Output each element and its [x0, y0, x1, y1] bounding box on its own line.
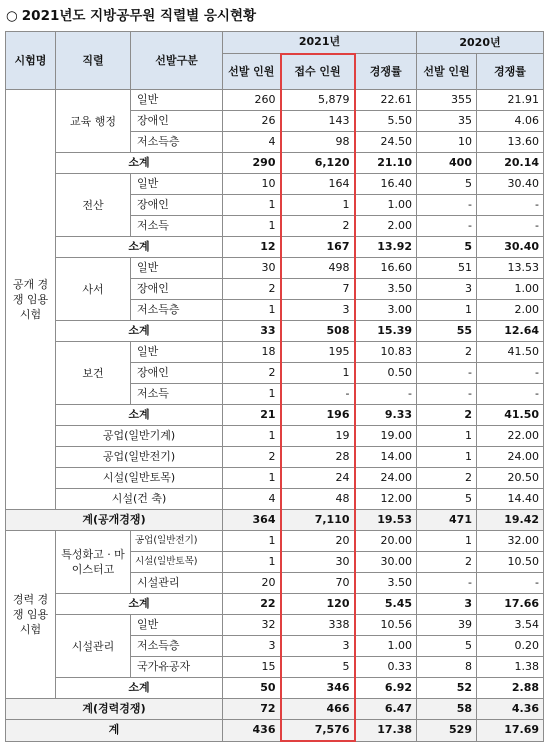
page-title	[6, 6, 256, 26]
subtotal-row	[6, 153, 544, 174]
header-selection: 선발구분	[131, 32, 223, 90]
ratio-2021-cell: 15.39	[355, 321, 417, 342]
selection-label: 일반	[131, 174, 223, 195]
ratio-2020-cell: 2.00	[477, 300, 544, 321]
header-exam: 시험명	[6, 32, 56, 90]
ratio-2020-cell: 10.50	[477, 552, 544, 573]
ratio-2021-cell: 19.53	[355, 510, 417, 531]
selected-2021-cell: 18	[223, 342, 281, 363]
ratio-2020-cell: 19.42	[477, 510, 544, 531]
selected-2021-cell: 21	[223, 405, 281, 426]
applied-2021-cell: 24	[281, 468, 355, 489]
title-text: 2021년도 지방공무원 직렬별 응시현황	[21, 8, 257, 24]
ratio-2021-cell: 10.56	[355, 615, 417, 636]
bullet-circle-icon: ○	[6, 8, 18, 24]
ratio-2020-cell: 21.91	[477, 90, 544, 111]
ratio-2021-cell: 13.92	[355, 237, 417, 258]
ratio-2020-cell: 41.50	[477, 342, 544, 363]
ratio-2021-cell: 22.61	[355, 90, 417, 111]
selected-2020-cell: -	[417, 195, 477, 216]
ratio-2021-cell: 16.40	[355, 174, 417, 195]
series-name-cell: 특성화고 · 마이스터고	[56, 531, 131, 594]
grand-total-row	[6, 720, 544, 742]
single-series-label: 시설(일반토목)	[56, 468, 223, 489]
ratio-2020-cell: 17.69	[477, 720, 544, 742]
applied-2021-cell: 196	[281, 405, 355, 426]
selection-label: 장애인	[131, 111, 223, 132]
ratio-2020-cell: 13.53	[477, 258, 544, 279]
selected-2021-cell: 22	[223, 594, 281, 615]
applied-2021-cell: 466	[281, 699, 355, 720]
selection-label: 일반	[131, 615, 223, 636]
applied-2021-cell: 28	[281, 447, 355, 468]
selected-2021-cell: 50	[223, 678, 281, 699]
applied-2021-cell: 7,110	[281, 510, 355, 531]
applied-2021-cell: 70	[281, 573, 355, 594]
selected-2020-cell: -	[417, 573, 477, 594]
series-name-cell: 보건	[56, 342, 131, 405]
series-name-cell: 전산	[56, 174, 131, 237]
ratio-2020-cell: -	[477, 216, 544, 237]
selection-label: 장애인	[131, 195, 223, 216]
ratio-2021-cell: 3.50	[355, 573, 417, 594]
selected-2021-cell: 12	[223, 237, 281, 258]
ratio-2021-cell: -	[355, 384, 417, 405]
header-row-1	[6, 32, 544, 54]
selected-2021-cell: 364	[223, 510, 281, 531]
ratio-2020-cell: 4.06	[477, 111, 544, 132]
selected-2020-cell: 1	[417, 300, 477, 321]
selected-2020-cell: 1	[417, 426, 477, 447]
ratio-2020-cell: -	[477, 363, 544, 384]
selected-2021-cell: 1	[223, 552, 281, 573]
applied-2021-cell: 346	[281, 678, 355, 699]
ratio-2020-cell: 17.66	[477, 594, 544, 615]
applied-2021-cell: 120	[281, 594, 355, 615]
selected-2020-cell: 2	[417, 552, 477, 573]
selected-2021-cell: 32	[223, 615, 281, 636]
ratio-2021-cell: 19.00	[355, 426, 417, 447]
applied-2021-cell: 1	[281, 363, 355, 384]
selected-2020-cell: 355	[417, 90, 477, 111]
ratio-2020-cell: 30.40	[477, 237, 544, 258]
selected-2020-cell: 8	[417, 657, 477, 678]
selected-2020-cell: 55	[417, 321, 477, 342]
selected-2020-cell: 58	[417, 699, 477, 720]
ratio-2021-cell: 2.00	[355, 216, 417, 237]
selected-2021-cell: 1	[223, 384, 281, 405]
selected-2020-cell: 2	[417, 342, 477, 363]
applied-2021-cell: 30	[281, 552, 355, 573]
selection-label: 시설(일반토목)	[131, 552, 223, 573]
selected-2021-cell: 1	[223, 426, 281, 447]
applied-2021-cell: 20	[281, 531, 355, 552]
ratio-2020-cell: -	[477, 573, 544, 594]
single-series-label: 시설(건 축)	[56, 489, 223, 510]
ratio-2021-cell: 5.50	[355, 111, 417, 132]
ratio-2021-cell: 30.00	[355, 552, 417, 573]
selected-2021-cell: 1	[223, 195, 281, 216]
group-total-label: 계(공개경쟁)	[6, 510, 223, 531]
applied-2021-cell: 7	[281, 279, 355, 300]
table-row	[6, 531, 544, 552]
applied-2021-cell: 508	[281, 321, 355, 342]
exam-name-cell: 공개 경쟁 임용 시험	[6, 90, 56, 510]
selected-2020-cell: 5	[417, 237, 477, 258]
group-total-row	[6, 699, 544, 720]
selection-label: 일반	[131, 258, 223, 279]
applied-2021-cell: 7,576	[281, 720, 355, 742]
applied-2021-cell: 167	[281, 237, 355, 258]
selected-2021-cell: 4	[223, 489, 281, 510]
selected-2021-cell: 1	[223, 468, 281, 489]
selected-2020-cell: 1	[417, 447, 477, 468]
ratio-2021-cell: 12.00	[355, 489, 417, 510]
subtotal-row	[6, 321, 544, 342]
applied-2021-cell: 2	[281, 216, 355, 237]
selected-2021-cell: 15	[223, 657, 281, 678]
subtotal-row	[6, 237, 544, 258]
selected-2021-cell: 26	[223, 111, 281, 132]
selection-label: 시설관리	[131, 573, 223, 594]
exam-name-cell: 경력 경쟁 임용 시험	[6, 531, 56, 699]
selection-label: 장애인	[131, 363, 223, 384]
ratio-2021-cell: 14.00	[355, 447, 417, 468]
header-series: 직렬	[56, 32, 131, 90]
selection-label: 저소득	[131, 216, 223, 237]
ratio-2021-cell: 24.00	[355, 468, 417, 489]
series-name-cell: 사서	[56, 258, 131, 321]
selected-2020-cell: -	[417, 384, 477, 405]
selected-2020-cell: 5	[417, 489, 477, 510]
applied-2021-cell: 498	[281, 258, 355, 279]
applied-2021-cell: 143	[281, 111, 355, 132]
ratio-2020-cell: 14.40	[477, 489, 544, 510]
table-row	[6, 426, 544, 447]
selected-2021-cell: 20	[223, 573, 281, 594]
selected-2021-cell: 436	[223, 720, 281, 742]
ratio-2020-cell: 4.36	[477, 699, 544, 720]
table-row	[6, 174, 544, 195]
header-ratio-2020: 경쟁률	[477, 54, 544, 90]
applied-2021-cell: 98	[281, 132, 355, 153]
applied-2021-cell: 164	[281, 174, 355, 195]
ratio-2021-cell: 6.92	[355, 678, 417, 699]
ratio-2021-cell: 17.38	[355, 720, 417, 742]
ratio-2021-cell: 6.47	[355, 699, 417, 720]
selected-2020-cell: 5	[417, 636, 477, 657]
ratio-2021-cell: 1.00	[355, 636, 417, 657]
single-series-label: 공업(일반기계)	[56, 426, 223, 447]
selection-label: 저소득	[131, 384, 223, 405]
selected-2020-cell: 51	[417, 258, 477, 279]
single-series-label: 공업(일반전기)	[56, 447, 223, 468]
ratio-2021-cell: 3.00	[355, 300, 417, 321]
selected-2021-cell: 72	[223, 699, 281, 720]
applied-2021-cell: 3	[281, 636, 355, 657]
selection-label: 저소득층	[131, 636, 223, 657]
ratio-2021-cell: 16.60	[355, 258, 417, 279]
ratio-2020-cell: -	[477, 384, 544, 405]
selected-2020-cell: 2	[417, 405, 477, 426]
header-applied-2021: 접수 인원	[281, 54, 355, 90]
application-status-table	[5, 31, 544, 742]
ratio-2020-cell: 3.54	[477, 615, 544, 636]
selected-2021-cell: 33	[223, 321, 281, 342]
selection-label: 저소득층	[131, 132, 223, 153]
header-selected-2020: 선발 인원	[417, 54, 477, 90]
group-total-label: 계(경력경쟁)	[6, 699, 223, 720]
applied-2021-cell: 5	[281, 657, 355, 678]
ratio-2020-cell: 22.00	[477, 426, 544, 447]
selected-2020-cell: 400	[417, 153, 477, 174]
selected-2021-cell: 1	[223, 216, 281, 237]
series-name-cell: 교육 행정	[56, 90, 131, 153]
selected-2020-cell: 3	[417, 594, 477, 615]
ratio-2020-cell: 24.00	[477, 447, 544, 468]
selected-2021-cell: 260	[223, 90, 281, 111]
selected-2020-cell: 529	[417, 720, 477, 742]
ratio-2021-cell: 1.00	[355, 195, 417, 216]
ratio-2021-cell: 20.00	[355, 531, 417, 552]
table-row	[6, 342, 544, 363]
ratio-2020-cell: 30.40	[477, 174, 544, 195]
ratio-2021-cell: 0.33	[355, 657, 417, 678]
ratio-2020-cell: 12.64	[477, 321, 544, 342]
selected-2020-cell: 471	[417, 510, 477, 531]
ratio-2021-cell: 5.45	[355, 594, 417, 615]
selected-2020-cell: 10	[417, 132, 477, 153]
selection-label: 장애인	[131, 279, 223, 300]
subtotal-label: 소계	[56, 405, 223, 426]
applied-2021-cell: 48	[281, 489, 355, 510]
table-row	[6, 489, 544, 510]
selected-2020-cell: 2	[417, 468, 477, 489]
ratio-2020-cell: -	[477, 195, 544, 216]
table-row	[6, 468, 544, 489]
applied-2021-cell: 1	[281, 195, 355, 216]
applied-2021-cell: 195	[281, 342, 355, 363]
selected-2020-cell: 1	[417, 531, 477, 552]
applied-2021-cell: 6,120	[281, 153, 355, 174]
subtotal-row	[6, 678, 544, 699]
header-ratio-2021: 경쟁률	[355, 54, 417, 90]
table-row	[6, 615, 544, 636]
selected-2021-cell: 2	[223, 279, 281, 300]
subtotal-label: 소계	[56, 237, 223, 258]
ratio-2020-cell: 20.50	[477, 468, 544, 489]
subtotal-label: 소계	[56, 321, 223, 342]
application-status-table-container	[5, 31, 544, 742]
selected-2020-cell: 35	[417, 111, 477, 132]
ratio-2020-cell: 1.38	[477, 657, 544, 678]
selected-2021-cell: 30	[223, 258, 281, 279]
selection-label: 저소득층	[131, 300, 223, 321]
selection-label: 일반	[131, 342, 223, 363]
selected-2021-cell: 290	[223, 153, 281, 174]
table-row	[6, 258, 544, 279]
ratio-2020-cell: 1.00	[477, 279, 544, 300]
series-name-cell: 시설관리	[56, 615, 131, 678]
ratio-2021-cell: 9.33	[355, 405, 417, 426]
ratio-2021-cell: 3.50	[355, 279, 417, 300]
ratio-2020-cell: 0.20	[477, 636, 544, 657]
applied-2021-cell: 5,879	[281, 90, 355, 111]
ratio-2020-cell: 41.50	[477, 405, 544, 426]
grand-total-label: 계	[6, 720, 223, 742]
applied-2021-cell: 19	[281, 426, 355, 447]
selected-2021-cell: 4	[223, 132, 281, 153]
selected-2021-cell: 1	[223, 300, 281, 321]
selected-2020-cell: 52	[417, 678, 477, 699]
ratio-2021-cell: 10.83	[355, 342, 417, 363]
applied-2021-cell: 338	[281, 615, 355, 636]
group-total-row	[6, 510, 544, 531]
ratio-2020-cell: 32.00	[477, 531, 544, 552]
ratio-2021-cell: 21.10	[355, 153, 417, 174]
ratio-2021-cell: 24.50	[355, 132, 417, 153]
table-row	[6, 90, 544, 111]
header-year-2021: 2021년	[223, 32, 417, 54]
header-selected-2021: 선발 인원	[223, 54, 281, 90]
selected-2020-cell: 5	[417, 174, 477, 195]
subtotal-label: 소계	[56, 678, 223, 699]
selected-2020-cell: 3	[417, 279, 477, 300]
selected-2021-cell: 10	[223, 174, 281, 195]
selected-2021-cell: 3	[223, 636, 281, 657]
ratio-2020-cell: 2.88	[477, 678, 544, 699]
selected-2021-cell: 1	[223, 531, 281, 552]
ratio-2020-cell: 20.14	[477, 153, 544, 174]
subtotal-label: 소계	[56, 153, 223, 174]
subtotal-label: 소계	[56, 594, 223, 615]
selection-label: 공업(일반전기)	[131, 531, 223, 552]
subtotal-row	[6, 405, 544, 426]
ratio-2020-cell: 13.60	[477, 132, 544, 153]
selection-label: 국가유공자	[131, 657, 223, 678]
selected-2020-cell: -	[417, 363, 477, 384]
selected-2021-cell: 2	[223, 447, 281, 468]
selected-2020-cell: -	[417, 216, 477, 237]
selected-2021-cell: 2	[223, 363, 281, 384]
table-row	[6, 447, 544, 468]
selection-label: 일반	[131, 90, 223, 111]
header-year-2020: 2020년	[417, 32, 544, 54]
applied-2021-cell: 3	[281, 300, 355, 321]
applied-2021-cell: -	[281, 384, 355, 405]
selected-2020-cell: 39	[417, 615, 477, 636]
ratio-2021-cell: 0.50	[355, 363, 417, 384]
subtotal-row	[6, 594, 544, 615]
